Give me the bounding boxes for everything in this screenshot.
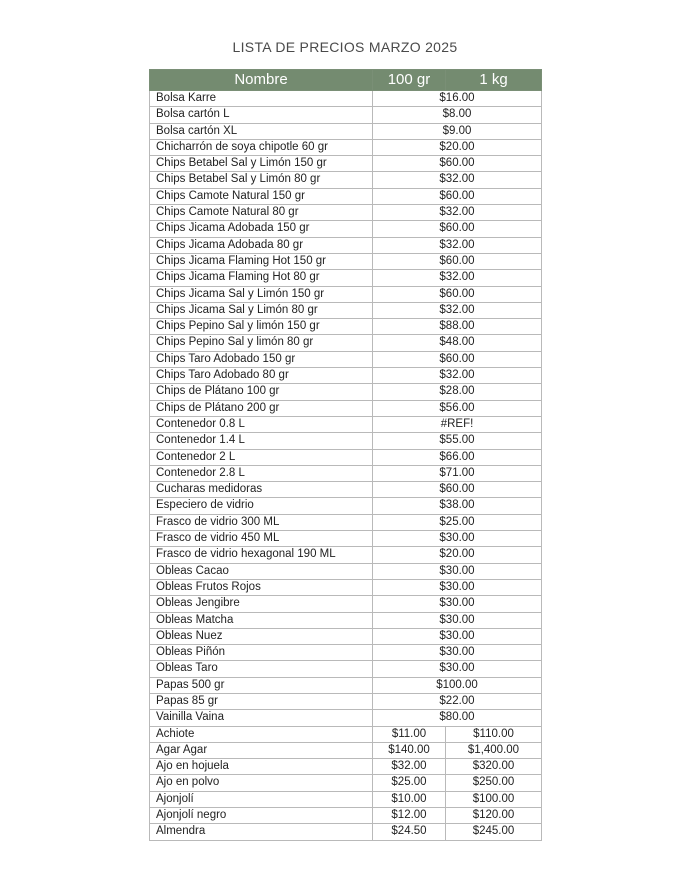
product-name: Obleas Matcha [150,612,373,628]
unit-price: $71.00 [373,465,542,481]
unit-price: $32.00 [373,368,542,384]
unit-price: $66.00 [373,449,542,465]
unit-price: $30.00 [373,645,542,661]
product-name: Especiero de vidrio [150,498,373,514]
product-name: Agar Agar [150,742,373,758]
product-name: Chips Pepino Sal y limón 150 gr [150,319,373,335]
table-row [150,612,542,628]
unit-price: $56.00 [373,400,542,416]
product-name: Contenedor 2.8 L [150,465,373,481]
price-1kg: $1,400.00 [446,742,542,758]
product-name: Chips Jicama Sal y Limón 150 gr [150,286,373,302]
table-row [150,156,542,172]
product-name: Chips de Plátano 200 gr [150,400,373,416]
price-1kg: $100.00 [446,791,542,807]
product-name: Chips Taro Adobado 150 gr [150,351,373,367]
page-title: LISTA DE PRECIOS MARZO 2025 [232,39,458,55]
price-table [149,69,542,841]
product-name: Bolsa cartón XL [150,123,373,139]
price-1kg: $110.00 [446,726,542,742]
table-row [150,693,542,709]
unit-price: $32.00 [373,205,542,221]
price-1kg: $320.00 [446,759,542,775]
product-name: Chips Jicama Adobada 150 gr [150,221,373,237]
product-name: Frasco de vidrio 450 ML [150,531,373,547]
unit-price: $60.00 [373,482,542,498]
table-body [150,91,542,841]
table-row [150,221,542,237]
table-row [150,416,542,432]
table-row [150,237,542,253]
product-name: Obleas Cacao [150,563,373,579]
price-1kg: $245.00 [446,824,542,840]
product-name: Contenedor 1.4 L [150,433,373,449]
product-name: Chips Jicama Sal y Limón 80 gr [150,302,373,318]
price-100g: $24.50 [373,824,446,840]
table-row [150,628,542,644]
unit-price: $28.00 [373,384,542,400]
table-row [150,253,542,269]
product-name: Chips Camote Natural 150 gr [150,188,373,204]
product-name: Contenedor 0.8 L [150,416,373,432]
unit-price: $32.00 [373,270,542,286]
table-row [150,661,542,677]
header-1kg: 1 kg [446,70,542,91]
unit-price: $60.00 [373,253,542,269]
table-row [150,335,542,351]
unit-price: $30.00 [373,596,542,612]
product-name: Obleas Frutos Rojos [150,579,373,595]
table-row [150,710,542,726]
table-row [150,677,542,693]
price-100g: $25.00 [373,775,446,791]
product-name: Papas 500 gr [150,677,373,693]
unit-price: $88.00 [373,319,542,335]
table-row [150,579,542,595]
table-row [150,351,542,367]
table-row [150,742,542,758]
table-row [150,91,542,107]
unit-price: $100.00 [373,677,542,693]
product-name: Bolsa cartón L [150,107,373,123]
product-name: Chips Betabel Sal y Limón 80 gr [150,172,373,188]
unit-price: $55.00 [373,433,542,449]
unit-price: $30.00 [373,579,542,595]
product-name: Ajo en polvo [150,775,373,791]
header-100g: 100 gr [373,70,446,91]
product-name: Achiote [150,726,373,742]
price-100g: $140.00 [373,742,446,758]
table-row [150,302,542,318]
price-100g: $11.00 [373,726,446,742]
unit-price: $30.00 [373,612,542,628]
product-name: Chips Camote Natural 80 gr [150,205,373,221]
table-row [150,188,542,204]
table-row [150,596,542,612]
table-row [150,368,542,384]
unit-price: $16.00 [373,91,542,107]
table-row [150,139,542,155]
unit-price: $32.00 [373,237,542,253]
unit-price: $25.00 [373,514,542,530]
product-name: Ajonjolí [150,791,373,807]
product-name: Contenedor 2 L [150,449,373,465]
unit-price: $60.00 [373,156,542,172]
price-100g: $12.00 [373,808,446,824]
product-name: Frasco de vidrio 300 ML [150,514,373,530]
unit-price: $60.00 [373,221,542,237]
price-1kg: $120.00 [446,808,542,824]
price-100g: $32.00 [373,759,446,775]
product-name: Vainilla Vaina [150,710,373,726]
table-row [150,498,542,514]
table-row [150,172,542,188]
table-row [150,808,542,824]
unit-price: $30.00 [373,531,542,547]
product-name: Chicharrón de soya chipotle 60 gr [150,139,373,155]
table-row [150,384,542,400]
product-name: Chips Taro Adobado 80 gr [150,368,373,384]
product-name: Frasco de vidrio hexagonal 190 ML [150,547,373,563]
product-name: Obleas Nuez [150,628,373,644]
table-row [150,449,542,465]
table-row [150,514,542,530]
table-row [150,482,542,498]
product-name: Cucharas medidoras [150,482,373,498]
table-row [150,759,542,775]
table-row [150,775,542,791]
product-name: Chips Pepino Sal y limón 80 gr [150,335,373,351]
table-row [150,531,542,547]
product-name: Chips Jicama Flaming Hot 80 gr [150,270,373,286]
table-row [150,433,542,449]
table-row [150,563,542,579]
unit-price: $30.00 [373,628,542,644]
table-row [150,319,542,335]
product-name: Chips Jicama Adobada 80 gr [150,237,373,253]
price-1kg: $250.00 [446,775,542,791]
table-row [150,270,542,286]
unit-price: $30.00 [373,661,542,677]
product-name: Obleas Piñón [150,645,373,661]
unit-price: $60.00 [373,188,542,204]
table-row [150,123,542,139]
product-name: Papas 85 gr [150,693,373,709]
unit-price: $60.00 [373,351,542,367]
product-name: Bolsa Karre [150,91,373,107]
table-row [150,286,542,302]
table-row [150,400,542,416]
unit-price: $38.00 [373,498,542,514]
unit-price: $22.00 [373,693,542,709]
unit-price: $20.00 [373,547,542,563]
table-row [150,645,542,661]
unit-price: $20.00 [373,139,542,155]
unit-price: $80.00 [373,710,542,726]
unit-price: $8.00 [373,107,542,123]
unit-price: $60.00 [373,286,542,302]
table-row [150,791,542,807]
product-name: Chips de Plátano 100 gr [150,384,373,400]
header-name: Nombre [150,70,373,91]
product-name: Chips Jicama Flaming Hot 150 gr [150,253,373,269]
table-row [150,205,542,221]
product-name: Ajo en hojuela [150,759,373,775]
product-name: Obleas Taro [150,661,373,677]
header-row [150,70,542,91]
product-name: Ajonjolí negro [150,808,373,824]
price-100g: $10.00 [373,791,446,807]
table-row [150,726,542,742]
unit-price: $32.00 [373,172,542,188]
table-row [150,465,542,481]
table-row [150,824,542,840]
table-row [150,547,542,563]
product-name: Obleas Jengibre [150,596,373,612]
unit-price: #REF! [373,416,542,432]
unit-price: $30.00 [373,563,542,579]
product-name: Chips Betabel Sal y Limón 150 gr [150,156,373,172]
unit-price: $9.00 [373,123,542,139]
unit-price: $32.00 [373,302,542,318]
unit-price: $48.00 [373,335,542,351]
table-row [150,107,542,123]
table-header [150,70,542,91]
product-name: Almendra [150,824,373,840]
